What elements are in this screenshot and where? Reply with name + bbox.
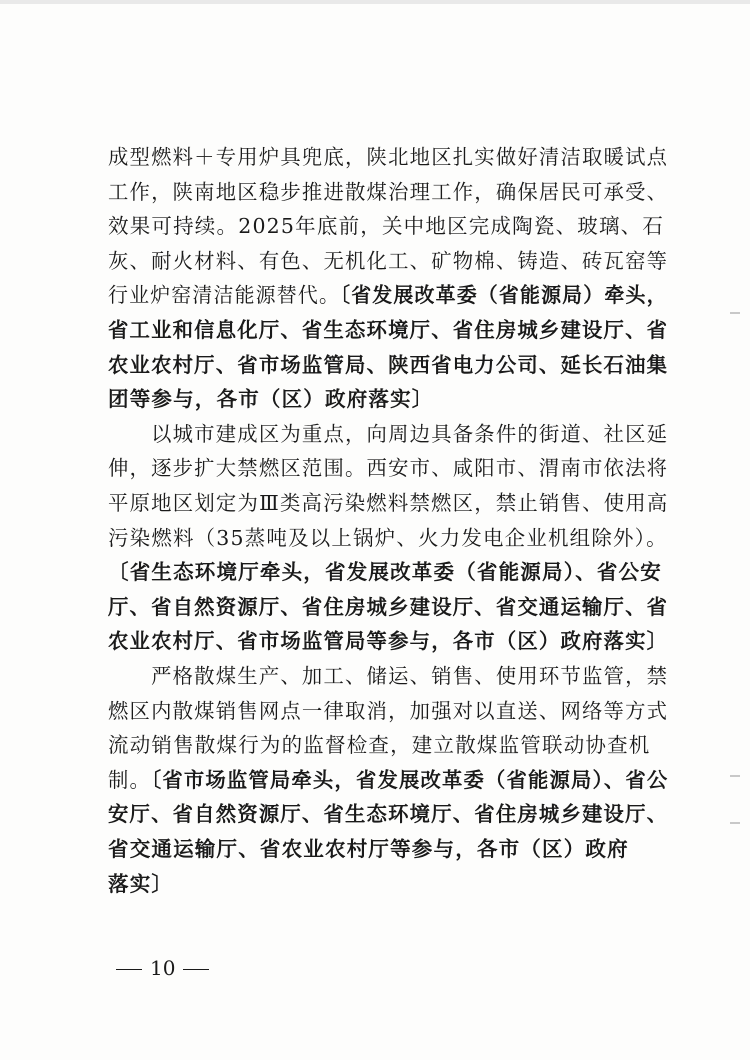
bold-segment: 省工业和信息化厅、省生态环境厅、省住房城乡建设厅、省 bbox=[108, 318, 669, 342]
bold-segment: 安厅、省自然资源厅、省生态环境厅、省住房城乡建设厅、 bbox=[108, 802, 669, 827]
scan-edge-mark bbox=[730, 822, 740, 824]
text-line bbox=[108, 694, 669, 728]
bold-segment: 农业农村厅、省市场监管局、陕西省电力公司、延长石油集 bbox=[108, 352, 669, 377]
text-line bbox=[108, 555, 668, 589]
text-segment: 伸，逐步扩大禁燃区范围。西安市、咸阳市、渭南市依法将 bbox=[108, 456, 669, 481]
page-number-value: 10 bbox=[150, 956, 176, 980]
scan-edge-mark bbox=[730, 312, 740, 314]
scan-edge-mark bbox=[730, 775, 740, 777]
text-line bbox=[108, 590, 669, 624]
text-segment: 燃区内散煤销售网点一律取消，加强对以直送、网络等方式 bbox=[108, 698, 669, 723]
text-segment: 以城市建成区为重点，向周边具备条件的街道、社区延 bbox=[108, 421, 669, 446]
text-line bbox=[108, 175, 669, 209]
bold-segment: 厅、省自然资源厅、省住房城乡建设厅、省交通运输厅、省 bbox=[108, 594, 669, 619]
bold-segment: 〔省发展改革委（省能源局）牵头， bbox=[340, 283, 668, 308]
bold-segment: 省交通运输厅、省农业农村厅等参与，各市（区）政府 bbox=[108, 837, 629, 861]
text-line bbox=[108, 244, 669, 278]
text-line bbox=[108, 659, 669, 693]
bold-segment: 〔省生态环境厅牵头，省发展改革委（省能源局）、省公安 bbox=[108, 560, 662, 585]
scan-top-edge bbox=[0, 0, 750, 4]
text-segment: 严格散煤生产、加工、储运、销售、使用环节监管，禁 bbox=[108, 664, 669, 688]
text-segment: 平原地区划定为Ⅲ类高污染燃料禁燃区，禁止销售、使用高 bbox=[108, 491, 669, 515]
text-line bbox=[108, 313, 669, 347]
page-number bbox=[108, 953, 217, 983]
text-line bbox=[108, 624, 669, 658]
text-line bbox=[108, 209, 668, 243]
text-segment: 制。 bbox=[108, 767, 152, 792]
bold-segment: 农业农村厅、省市场监管局等参与，各市（区）政府落实〕 bbox=[108, 629, 669, 654]
text-segment: 成型燃料＋专用炉具兜底，陕北地区扎实做好清洁取暖试点 bbox=[108, 145, 669, 169]
bold-segment: 〔省市场监管局牵头，省发展改革委（省能源局）、省公 bbox=[151, 767, 669, 792]
text-line bbox=[108, 867, 668, 901]
text-line bbox=[108, 278, 668, 312]
text-line bbox=[108, 521, 667, 555]
text-line bbox=[108, 728, 668, 762]
text-segment: 行业炉窑清洁能源替代。 bbox=[108, 283, 341, 308]
text-line bbox=[108, 763, 669, 797]
text-line bbox=[108, 486, 669, 520]
text-segment: 工作，陕南地区稳步推进散煤治理工作，确保居民可承受、 bbox=[108, 179, 669, 204]
text-line bbox=[108, 832, 668, 866]
left-dash bbox=[116, 969, 142, 970]
text-line bbox=[108, 348, 669, 382]
right-dash bbox=[183, 969, 209, 970]
bold-segment: 团等参与，各市（区）政府落实〕 bbox=[108, 387, 434, 412]
bold-segment: 落实〕 bbox=[108, 871, 174, 896]
text-segment: 污染燃料（35蒸吨及以上锅炉、火力发电企业机组除外）。 bbox=[108, 525, 668, 550]
text-segment: 流动销售散煤行为的监督检查，建立散煤监管联动协查机 bbox=[108, 733, 651, 758]
text-segment: 灰、耐火材料、有色、无机化工、矿物棉、铸造、砖瓦窑等 bbox=[108, 248, 669, 273]
text-segment: 效果可持续。2025年底前，关中地区完成陶瓷、玻璃、石 bbox=[108, 214, 665, 239]
text-line bbox=[108, 797, 669, 831]
text-line bbox=[108, 451, 669, 485]
text-line bbox=[108, 382, 668, 416]
text-line bbox=[108, 140, 669, 174]
text-line bbox=[108, 417, 669, 451]
